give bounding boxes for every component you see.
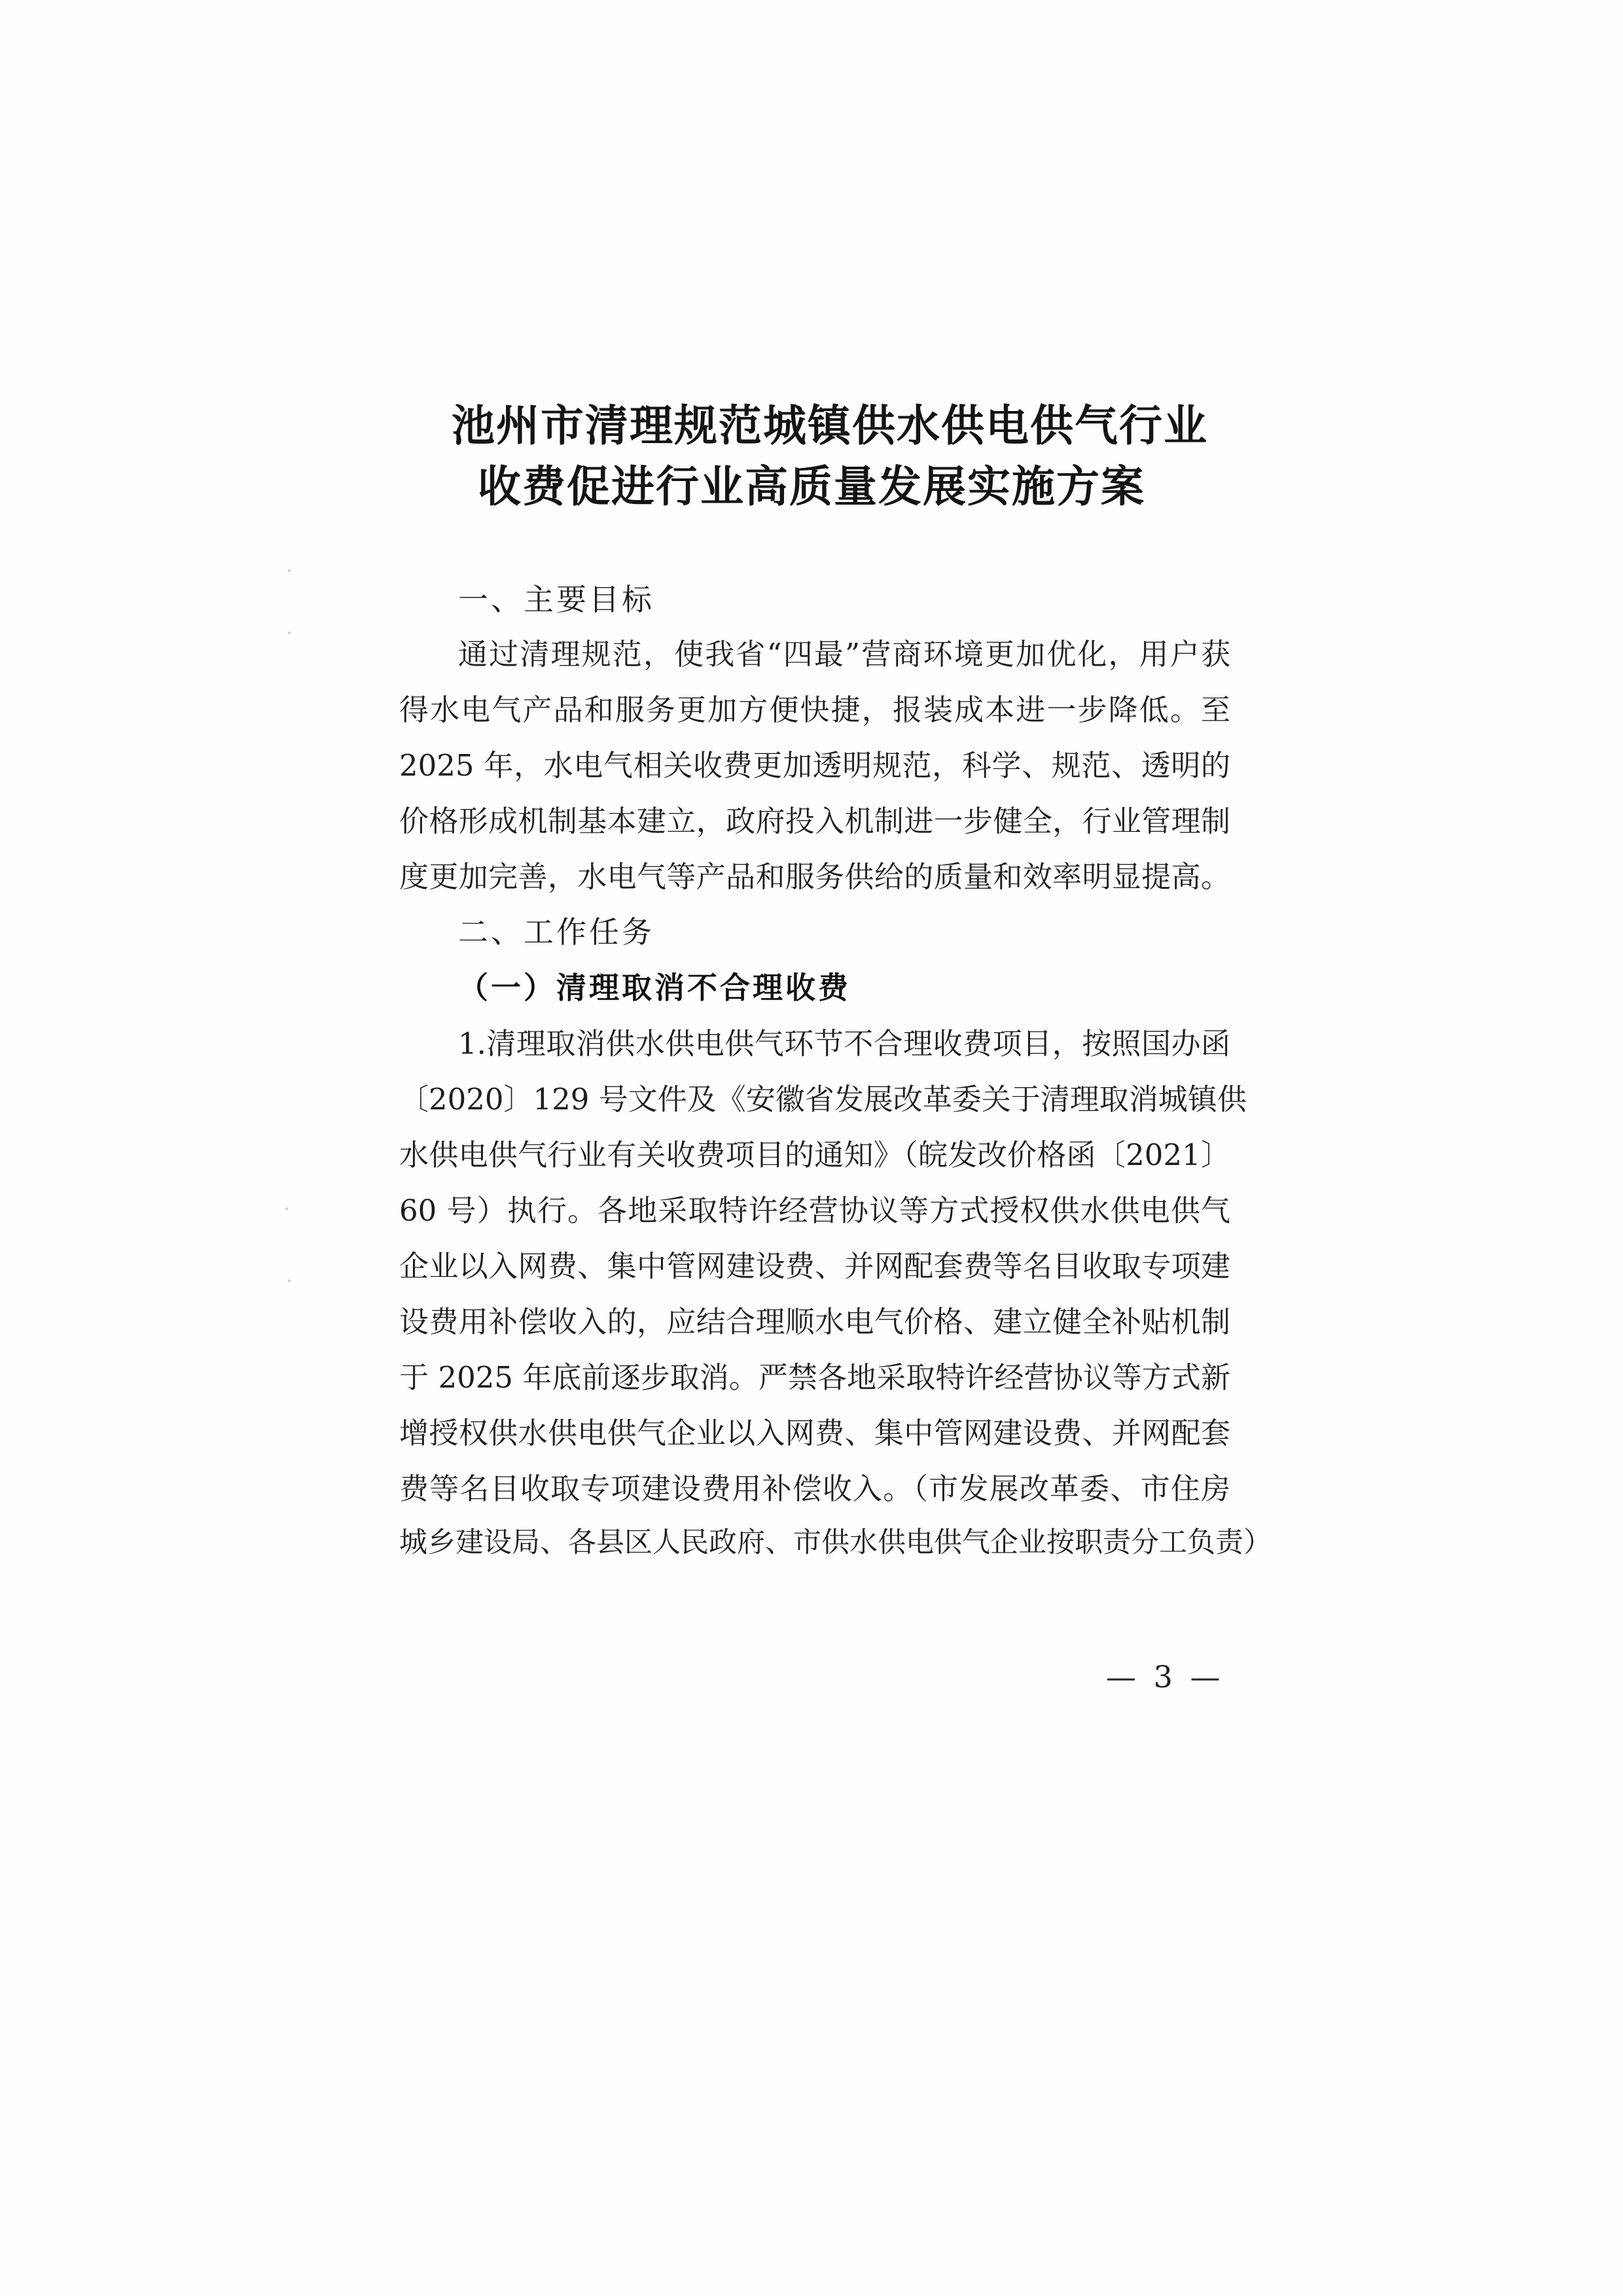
- paragraph-line: 1.清理取消供水供电供气环节不合理收费项目，按照国办函: [458, 1026, 1230, 1061]
- paragraph-line: 费等名目收取专项建设费用补偿收入。（市发展改革委、市住房: [399, 1471, 1230, 1506]
- paragraph-line: 企业以入网费、集中管网建设费、并网配套费等名目收取专项建: [399, 1249, 1230, 1283]
- subsection-heading: （一）清理取消不合理收费: [458, 970, 851, 1005]
- document-title-line-2: 收费促进行业高质量发展实施方案: [478, 461, 1145, 512]
- paragraph-line: 城乡建设局、各县区人民政府、市供水供电供气企业按职责分工负责）: [399, 1526, 1272, 1559]
- paragraph-line: 通过清理规范，使我省“四最”营商环境更加优化，用户获: [458, 637, 1230, 672]
- scan-speck: [288, 1280, 291, 1282]
- paragraph-line: 60 号）执行。各地采取特许经营协议等方式授权供水供电供气: [399, 1193, 1230, 1228]
- paragraph-line: 度更加完善，水电气等产品和服务供给的质量和效率明显提高。: [399, 859, 1230, 894]
- paragraph-line: 2025 年，水电气相关收费更加透明规范，科学、规范、透明的: [399, 748, 1230, 783]
- paragraph-line: 得水电气产品和服务更加方便快捷，报装成本进一步降低。至: [399, 692, 1230, 727]
- page-number: — 3 —: [1106, 1659, 1224, 1695]
- paragraph-line: 设费用补偿收入的，应结合理顺水电气价格、建立健全补贴机制: [399, 1304, 1230, 1339]
- scan-speck: [288, 632, 291, 634]
- scan-speck: [285, 1208, 288, 1210]
- paragraph-line: 于 2025 年底前逐步取消。严禁各地采取特许经营协议等方式新: [399, 1360, 1230, 1395]
- section-heading-work-tasks: 二、工作任务: [458, 914, 654, 950]
- paragraph-line: 〔2020〕129 号文件及《安徽省发展改革委关于清理取消城镇供: [399, 1082, 1247, 1117]
- section-heading-main-goals: 一、主要目标: [458, 582, 654, 617]
- paragraph-line: 增授权供水供电供气企业以入网费、集中管网建设费、并网配套: [399, 1416, 1230, 1450]
- paragraph-line: 水供电供气行业有关收费项目的通知》（皖发改价格函〔2021〕: [399, 1138, 1230, 1172]
- scan-speck: [288, 569, 291, 572]
- paragraph-line: 价格形成机制基本建立，政府投入机制进一步健全，行业管理制: [399, 804, 1230, 838]
- document-title-line-1: 池州市清理规范城镇供水供电供气行业: [452, 400, 1208, 451]
